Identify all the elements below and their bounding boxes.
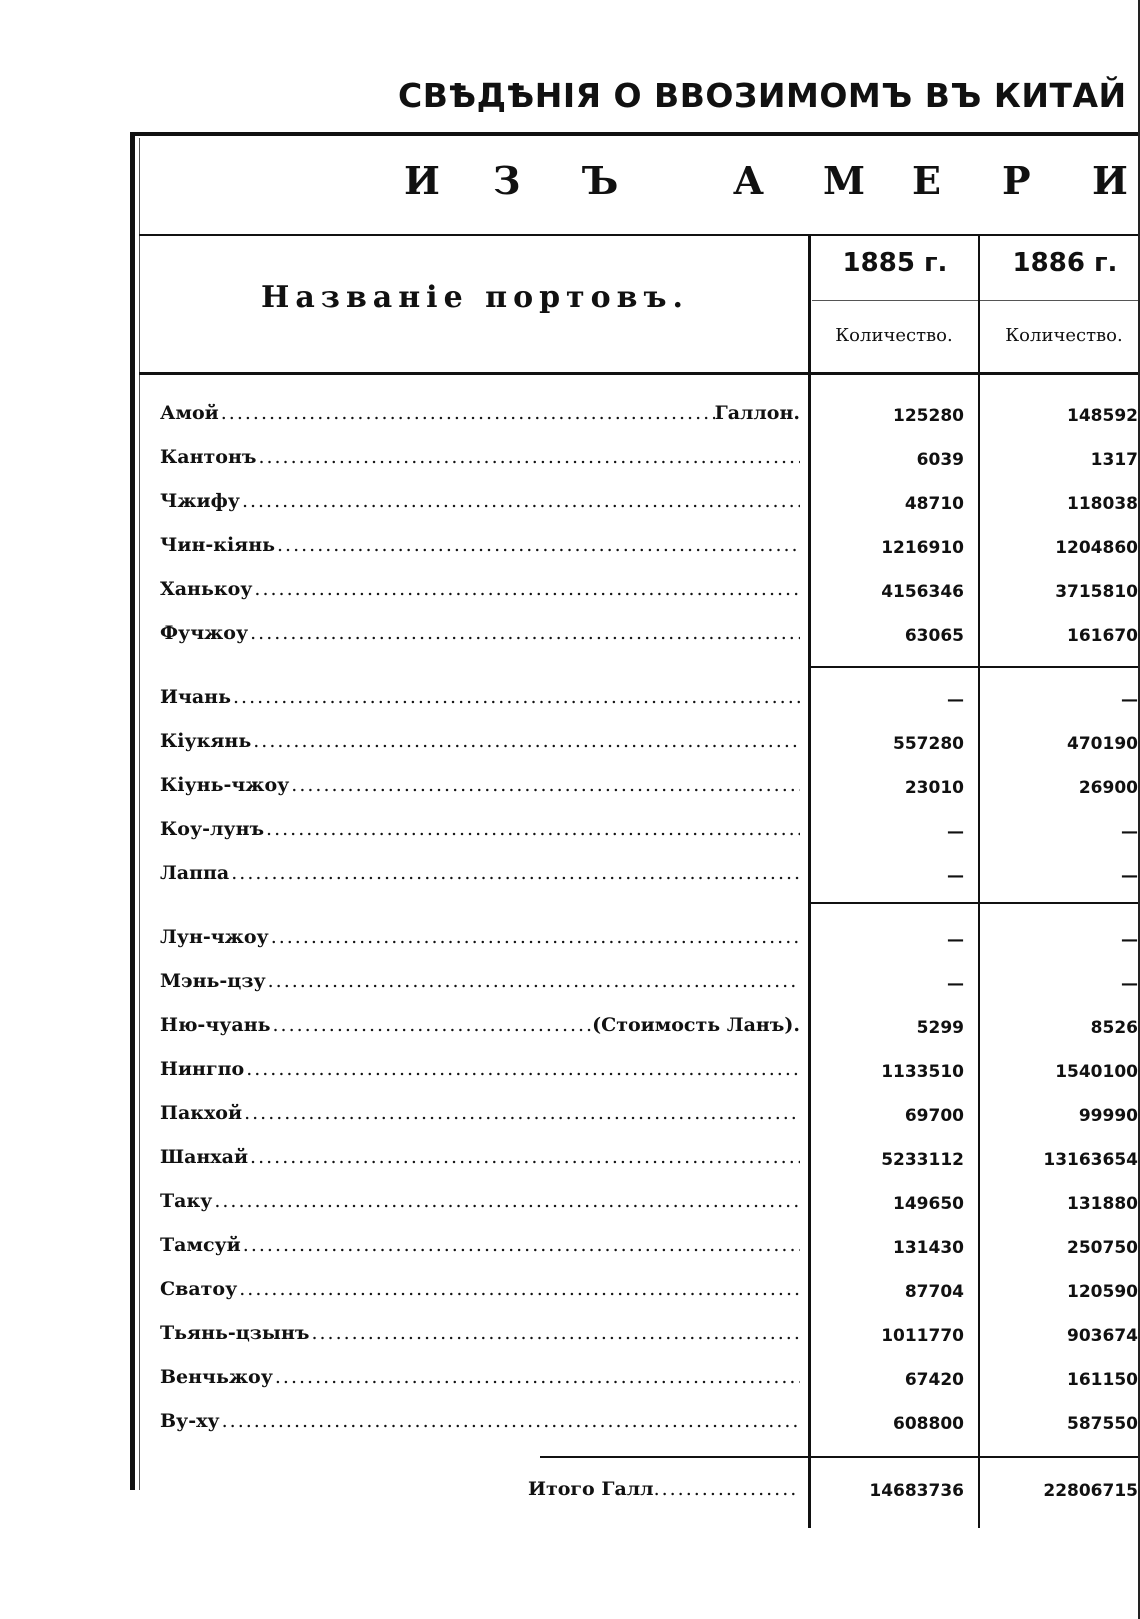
value-1885: 131430 — [893, 1238, 964, 1258]
value-1886: 99990 — [1078, 1106, 1138, 1126]
value-1886: 148592 — [1067, 406, 1138, 426]
subtitle-letter: Ъ — [582, 158, 619, 203]
value-1886: 8526 — [1090, 1018, 1138, 1038]
leader-dots — [251, 730, 800, 752]
port-name: Лун-чжоу — [160, 926, 269, 948]
table-row — [160, 1146, 800, 1176]
value-1886: 587550 — [1067, 1414, 1138, 1434]
subtitle-letter: И — [1092, 158, 1128, 203]
value-1886: 161670 — [1067, 626, 1138, 646]
group-rule-2 — [810, 902, 1140, 904]
subtitle-letter: М — [823, 158, 866, 203]
subtitle-letter: З — [493, 158, 521, 203]
value-1885: 149650 — [893, 1194, 964, 1214]
group-rule-1 — [810, 666, 1140, 668]
table-row — [160, 446, 800, 476]
leader-dots — [240, 490, 800, 512]
table-row — [160, 622, 800, 652]
value-1885: — — [947, 822, 964, 842]
value-1885: 4156346 — [881, 582, 964, 602]
total-row — [528, 1478, 798, 1508]
port-name: Венчьжоу — [160, 1366, 273, 1388]
value-1885: 608800 — [893, 1414, 964, 1434]
table-row — [160, 1410, 800, 1440]
port-name: Кантонъ — [160, 446, 257, 468]
port-name: Лаппа — [160, 862, 230, 884]
leader-dots — [212, 1190, 800, 1212]
port-name: Ву-ху — [160, 1410, 220, 1432]
subtitle — [140, 158, 1140, 218]
value-1886: — — [1121, 690, 1138, 710]
value-1885: 5299 — [916, 1018, 964, 1038]
leader-dots — [241, 1234, 800, 1256]
table-row — [160, 818, 800, 848]
value-1886: 120590 — [1067, 1282, 1138, 1302]
value-1885: — — [947, 930, 964, 950]
table-row — [160, 1014, 800, 1044]
value-1885: 5233112 — [881, 1150, 964, 1170]
leader-dots — [242, 1102, 800, 1124]
value-1885: 87704 — [904, 1282, 964, 1302]
leader-dots — [654, 1478, 798, 1508]
value-1885: 23010 — [904, 778, 964, 798]
year-header-1886: 1886 г. — [1012, 248, 1118, 278]
leader-dots — [309, 1322, 800, 1344]
unit-label: (Стоимость Ланъ). — [592, 1014, 800, 1036]
leader-dots — [248, 1146, 800, 1168]
table-row — [160, 1058, 800, 1088]
subtitle-letter: Р — [1002, 158, 1031, 203]
table-row — [160, 1322, 800, 1352]
table-row — [160, 534, 800, 564]
table-row — [160, 862, 800, 892]
column-rule-2 — [978, 236, 980, 1528]
total-1885: 14683736 — [869, 1481, 964, 1501]
port-name: Чин-кіянь — [160, 534, 276, 556]
table-row — [160, 686, 800, 716]
port-name: Коу-лунъ — [160, 818, 265, 840]
value-1886: 1317 — [1090, 450, 1138, 470]
port-name: Амой — [160, 402, 219, 424]
table-row — [160, 490, 800, 520]
value-1886: — — [1121, 930, 1138, 950]
value-1886: — — [1121, 866, 1138, 886]
value-1885: — — [947, 690, 964, 710]
value-1886: 250750 — [1067, 1238, 1138, 1258]
unit-label: Галлон. — [714, 402, 800, 424]
leader-dots — [256, 446, 800, 468]
port-name: Ичань — [160, 686, 231, 708]
value-1885: 1133510 — [881, 1062, 964, 1082]
total-rule — [540, 1456, 1140, 1458]
port-name: Таку — [160, 1190, 213, 1212]
subtitle-letter: Е — [912, 158, 941, 203]
year-header-1885: 1885 г. — [842, 248, 948, 278]
table-row — [160, 1278, 800, 1308]
port-name: Нингпо — [160, 1058, 245, 1080]
port-name: Кіунь-чжоу — [160, 774, 290, 796]
value-1885: 67420 — [904, 1370, 964, 1390]
value-1885: 6039 — [916, 450, 964, 470]
value-1885: 1011770 — [881, 1326, 964, 1346]
value-1886: 903674 — [1067, 1326, 1138, 1346]
port-name: Ханькоу — [160, 578, 253, 600]
value-1885: 1216910 — [881, 538, 964, 558]
value-1886: — — [1121, 974, 1138, 994]
leader-dots — [252, 578, 800, 600]
leader-dots — [248, 622, 800, 644]
leader-dots — [269, 926, 800, 948]
port-name: Пакхой — [160, 1102, 243, 1124]
frame-top-rule — [132, 132, 1140, 136]
leader-dots — [244, 1058, 800, 1080]
total-label: Итого Галл — [528, 1478, 654, 1500]
leader-dots — [289, 774, 800, 796]
leader-dots — [219, 402, 715, 424]
port-name: Тамсуй — [160, 1234, 241, 1256]
value-1885: 69700 — [904, 1106, 964, 1126]
value-1885: 125280 — [893, 406, 964, 426]
value-1886: 1540100 — [1055, 1062, 1138, 1082]
value-1886: 3715810 — [1055, 582, 1138, 602]
value-1886: 470190 — [1067, 734, 1138, 754]
leader-dots — [220, 1410, 800, 1432]
table-row — [160, 402, 800, 432]
value-1886: 26900 — [1078, 778, 1138, 798]
port-name: Сватоу — [160, 1278, 238, 1300]
quantity-header-1885: Количество. — [835, 325, 953, 346]
table-row — [160, 578, 800, 608]
value-1885: 63065 — [904, 626, 964, 646]
port-name: Мэнь-цзу — [160, 970, 266, 992]
subtitle-bottom-rule — [139, 234, 1140, 236]
ports-column-header: Названіе портовъ. — [261, 280, 689, 315]
port-name: Тьянь-цзынъ — [160, 1322, 310, 1344]
leader-dots — [231, 686, 800, 708]
total-1886: 22806715 — [1043, 1481, 1138, 1501]
table-row — [160, 926, 800, 956]
page-title: СВѢДѢНІЯ О ВВОЗИМОМЪ ВЪ КИТАЙ — [398, 76, 1127, 115]
leader-dots — [266, 970, 800, 992]
leader-dots — [275, 534, 800, 556]
value-1886: 131880 — [1067, 1194, 1138, 1214]
leader-dots — [237, 1278, 800, 1300]
header-bottom-rule — [139, 372, 1140, 375]
frame-left-inner-rule — [139, 138, 140, 1490]
leader-dots — [271, 1014, 593, 1036]
port-name: Шанхай — [160, 1146, 249, 1168]
value-1886: 13163654 — [1043, 1150, 1138, 1170]
year-divider-rule — [812, 300, 1140, 301]
subtitle-letter: А — [733, 158, 764, 203]
port-name: Ню-чуань — [160, 1014, 271, 1036]
leader-dots — [264, 818, 800, 840]
table-row — [160, 1234, 800, 1264]
value-1885: 557280 — [893, 734, 964, 754]
subtitle-letter: И — [404, 158, 440, 203]
table-row — [160, 1366, 800, 1396]
table-row — [160, 1102, 800, 1132]
leader-dots — [229, 862, 800, 884]
value-1886: 1204860 — [1055, 538, 1138, 558]
table-row — [160, 970, 800, 1000]
value-1886: 118038 — [1067, 494, 1138, 514]
value-1886: 161150 — [1067, 1370, 1138, 1390]
value-1886: — — [1121, 822, 1138, 842]
table-row — [160, 774, 800, 804]
column-rule-1 — [808, 236, 811, 1528]
value-1885: 48710 — [904, 494, 964, 514]
frame-left-rule — [130, 132, 135, 1490]
quantity-header-1886: Количество. — [1005, 325, 1123, 346]
port-name: Чжифу — [160, 490, 240, 512]
value-1885: — — [947, 974, 964, 994]
port-name: Фучжоу — [160, 622, 249, 644]
leader-dots — [273, 1366, 800, 1388]
port-name: Кіукянь — [160, 730, 252, 752]
value-1885: — — [947, 866, 964, 886]
table-row — [160, 730, 800, 760]
table-row — [160, 1190, 800, 1220]
